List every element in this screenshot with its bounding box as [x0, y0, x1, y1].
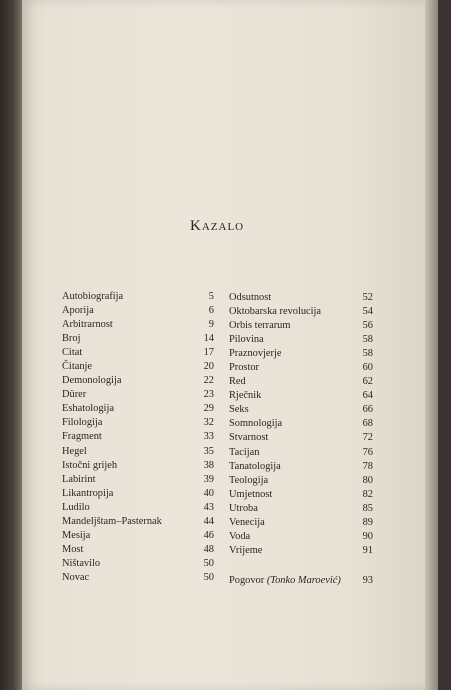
afterword-author: (Tonko Maroević) — [266, 575, 341, 586]
index-entry — [62, 290, 214, 304]
index-term: Mandeljštam–Pasternak — [62, 515, 162, 527]
index-page-number: 22 — [203, 375, 214, 387]
index-term: Vrijeme — [229, 544, 263, 556]
index-entry — [229, 502, 373, 516]
index-page-number: 32 — [203, 417, 214, 429]
index-entry — [229, 347, 373, 361]
index-page-number: 91 — [362, 544, 373, 556]
index-term: Voda — [229, 530, 251, 542]
index-term: Čitanje — [62, 361, 93, 373]
index-term: Broj — [62, 333, 81, 345]
index-entry — [229, 389, 373, 403]
index-page-number: 76 — [362, 446, 373, 458]
index-term: Tanatologija — [229, 460, 281, 472]
index-entry — [62, 416, 214, 430]
index-entry — [229, 305, 373, 319]
book-spine-shadow — [0, 0, 22, 690]
index-term: Ništavilo — [62, 557, 101, 569]
index-page-number: 5 — [208, 291, 214, 302]
index-term: Praznovjerje — [229, 348, 282, 360]
index-page-number: 56 — [362, 320, 373, 332]
index-term: Stvarnost — [229, 432, 269, 444]
index-entry — [62, 332, 214, 346]
index-entry — [62, 304, 214, 318]
index-entry — [62, 318, 214, 332]
index-page-number: 23 — [203, 389, 214, 401]
index-term: Istočni grijeh — [62, 459, 118, 471]
index-page-number: 54 — [362, 306, 373, 318]
index-page-number: 58 — [362, 348, 373, 360]
index-term: Odsutnost — [229, 292, 272, 303]
index-entry — [62, 501, 214, 515]
index-entry — [62, 402, 214, 416]
index-entry — [62, 360, 214, 374]
index-term: Arbitrarnost — [62, 319, 113, 331]
index-term: Prostor — [229, 362, 260, 374]
index-term: Oktobarska revolucija — [229, 306, 322, 318]
index-column-right — [229, 291, 373, 558]
index-page-number: 38 — [203, 459, 214, 471]
index-page-number: 72 — [362, 432, 373, 444]
index-entry — [62, 346, 214, 360]
index-term: Fragment — [62, 431, 102, 443]
index-page-number: 39 — [203, 473, 214, 485]
page-edge — [425, 0, 438, 690]
index-page-number: 17 — [203, 347, 214, 359]
index-entry — [229, 417, 373, 431]
index-page-number: 85 — [362, 502, 373, 514]
index-entry — [62, 487, 214, 501]
index-entry — [62, 473, 214, 487]
index-entry — [62, 529, 214, 543]
index-term: Eshatologija — [62, 403, 114, 415]
index-term: Umjetnost — [229, 488, 273, 500]
index-page-number: 62 — [362, 376, 373, 388]
index-term: Orbis terrarum — [229, 320, 291, 332]
index-page-number: 68 — [362, 418, 373, 430]
index-page-number: 64 — [362, 390, 373, 402]
index-page-number: 44 — [203, 515, 214, 527]
index-page-number: 80 — [362, 474, 373, 486]
index-term: Teologija — [229, 474, 269, 486]
index-term: Seks — [229, 404, 249, 416]
index-page-number: 50 — [203, 557, 214, 569]
index-term: Hegel — [62, 445, 87, 457]
index-entry — [62, 430, 214, 444]
index-page-number: 9 — [208, 319, 214, 331]
index-entry — [229, 319, 373, 333]
index-term: Autobiografija — [62, 291, 124, 302]
index-entry — [62, 557, 214, 571]
index-entry — [229, 488, 373, 502]
index-term: Demonologija — [62, 375, 122, 387]
index-term: Likantropija — [62, 487, 114, 499]
index-term: Tacijan — [229, 446, 260, 458]
afterword-page: 93 — [362, 575, 373, 586]
index-page-number: 33 — [203, 431, 214, 443]
index-page-number: 52 — [362, 292, 373, 303]
index-entry — [229, 516, 373, 530]
afterword-term — [229, 575, 341, 586]
index-term: Citat — [62, 347, 83, 359]
index-entry — [229, 431, 373, 445]
index-entry — [62, 445, 214, 459]
index-term: Pilovina — [229, 334, 264, 346]
index-entry — [62, 515, 214, 529]
page-title: Kazalo — [190, 218, 245, 234]
index-term: Venecija — [229, 516, 265, 528]
index-entry — [62, 459, 214, 473]
index-entry — [229, 291, 373, 305]
index-page-number: 43 — [203, 501, 214, 513]
afterword-label: Pogovor — [229, 575, 265, 586]
index-page-number: 6 — [208, 305, 214, 317]
index-page-number: 78 — [362, 460, 373, 472]
index-page-number: 82 — [362, 488, 373, 500]
index-page-number: 89 — [362, 516, 373, 528]
index-entry — [62, 571, 214, 585]
index-page-number: 50 — [203, 571, 214, 583]
index-term: Mesija — [62, 529, 91, 541]
index-page-number: 40 — [203, 487, 214, 499]
index-term: Dürer — [62, 389, 87, 401]
index-entry — [229, 375, 373, 389]
index-entry — [229, 333, 373, 347]
index-column-left — [62, 290, 214, 585]
index-term: Rječnik — [229, 390, 262, 402]
index-page-number: 48 — [203, 543, 214, 555]
index-term: Aporija — [62, 305, 94, 317]
index-term: Most — [62, 543, 84, 555]
index-page-number: 58 — [362, 334, 373, 346]
index-entry — [229, 530, 373, 544]
index-entry — [229, 544, 373, 558]
index-page-number: 35 — [203, 445, 214, 457]
index-term: Novac — [62, 571, 90, 583]
index-term: Filologija — [62, 417, 103, 429]
index-term: Utroba — [229, 502, 258, 514]
index-term: Somnologija — [229, 418, 283, 430]
index-page-number: 60 — [362, 362, 373, 374]
index-entry — [229, 460, 373, 474]
index-page-number: 14 — [203, 333, 214, 345]
index-page-number: 29 — [203, 403, 214, 415]
index-term: Red — [229, 376, 246, 388]
index-term: Ludilo — [62, 501, 90, 513]
index-page-number: 90 — [362, 530, 373, 542]
index-entry — [62, 388, 214, 402]
index-page-number: 20 — [203, 361, 214, 373]
index-entry — [62, 543, 214, 557]
index-term: Labirint — [62, 473, 96, 485]
index-entry — [229, 361, 373, 375]
index-page-number: 46 — [203, 529, 214, 541]
afterword-entry — [229, 575, 373, 586]
index-page-number: 66 — [362, 404, 373, 416]
index-entry — [62, 374, 214, 388]
index-entry — [229, 474, 373, 488]
index-entry — [229, 403, 373, 417]
index-entry — [229, 446, 373, 460]
